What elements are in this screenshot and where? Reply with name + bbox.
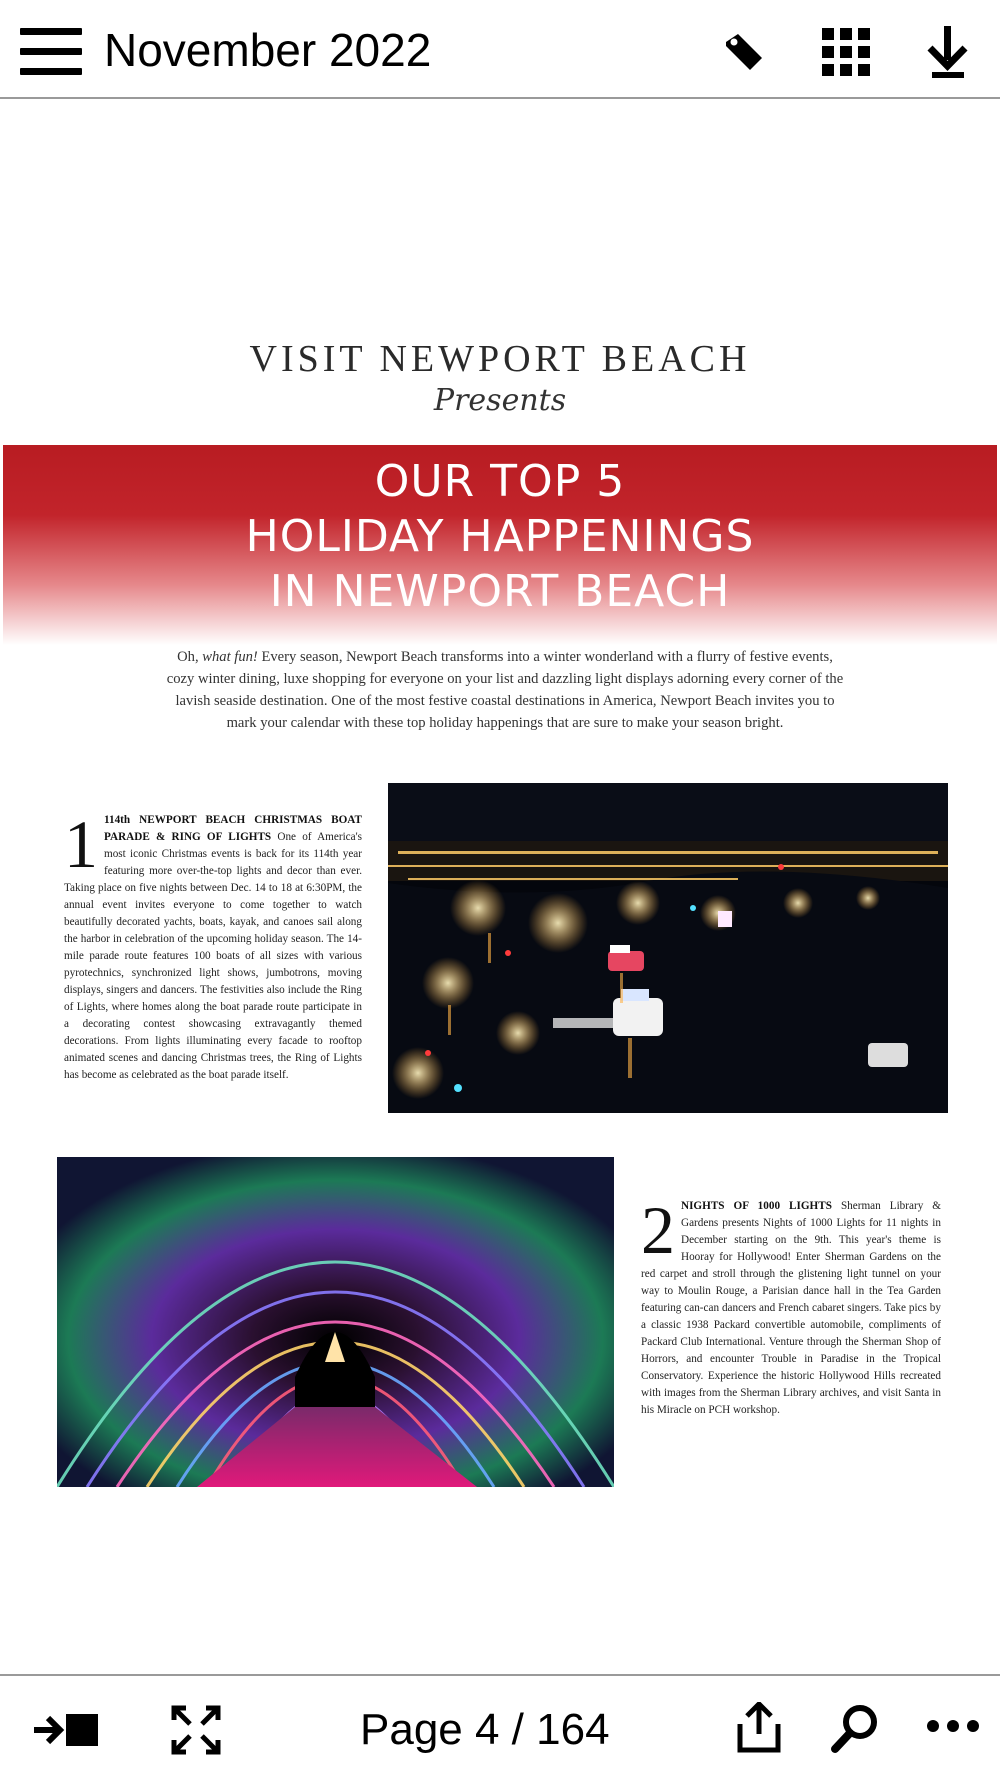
item-number: 1 <box>64 806 98 882</box>
search-icon[interactable] <box>830 1702 882 1759</box>
magazine-page <box>0 99 1000 1674</box>
go-to-page-icon[interactable] <box>32 1708 102 1757</box>
headline-line: HOLIDAY HAPPENINGS <box>245 511 755 562</box>
boat-parade-photo <box>388 783 948 1113</box>
item-title: 114th NEWPORT BEACH CHRISTMAS BOAT PARADE & RING OF LIGHTS <box>104 814 362 843</box>
headline <box>0 454 1000 619</box>
item-title: NIGHTS OF 1000 LIGHTS <box>681 1200 832 1212</box>
issue-title: November 2022 <box>104 24 432 76</box>
download-icon[interactable] <box>920 24 976 80</box>
intro-text: Every season, Newport Beach transforms into a winter wonderland with a flurry of festive events, cozy winter dining, luxe shopping for everyone on your list and dazzling light displays adorning every corner of the lavish seaside destination. One of the most festive coastal destinations in America, Newport Beach invites you to mark your calendar with these top holiday happenings that are sure to make your season bright. <box>166 649 844 731</box>
headline-line: IN NEWPORT BEACH <box>269 566 731 617</box>
tag-icon[interactable] <box>716 24 772 80</box>
item-number: 2 <box>641 1192 675 1268</box>
grid-icon[interactable] <box>818 24 874 80</box>
share-icon[interactable] <box>734 1702 784 1759</box>
item-body: One of America's most iconic Christmas events is back for its 114th year featuring more over-the-top lights and decor than ever. Taking place on five nights between Dec. 14 to 18 at 6:30PM, the annual event invites everyone to come together to watch beautifully decorated yachts, boats, kayak, and canoes sail along the harbor in celebration of the upcoming holiday season. The 14-mile parade route features 100 boats of all sizes with various pyrotechnics, synchronized light shows, jumbotrons, moving displays, singers and dancers. The festivities also include the Ring of Lights, where homes along the boat parade route participate in a decorating contest showcasing extravagantly themed decorations. From lights illuminating every facade to rooftop animated scenes and dancing Christmas trees, the Ring of Lights has become as celebrated as the boat parade itself. <box>64 831 362 1081</box>
item-1-text <box>64 806 362 1084</box>
menu-icon[interactable] <box>20 28 82 76</box>
light-tunnel-photo <box>57 1157 614 1487</box>
fullscreen-icon[interactable] <box>170 1704 222 1761</box>
page-indicator[interactable]: Page 4 / 164 <box>360 1705 610 1754</box>
item-body: Sherman Library & Gardens presents Nights of 1000 Lights for 11 nights in December starting on the 9th. This year's theme is Hooray for Hollywood! Enter Sherman Gardens on the red carpet and stroll through the glistening light tunnel on your way to Moulin Rouge, a Parisian dance hall in the Tea Garden featuring can-can dancers and French cabaret singers. Take pics by a classic 1938 Packard convertible automobile, compliments of Packard Club International. Venture through the Sherman Shop of Horrors, and encounter Trouble in Paradise in the Tropical Conservatory. Experience the historic Hollywood Hills recreated with images from the Sherman Library archives, and visit Santa in his Miracle on PCH workshop. <box>641 1200 941 1416</box>
intro-prefix: Oh, <box>177 649 203 665</box>
presents-subheading: Presents <box>433 383 567 418</box>
top-toolbar <box>0 0 1000 99</box>
intro-paragraph <box>165 646 845 734</box>
bottom-toolbar <box>0 1674 1000 1778</box>
intro-emphasis: what fun! <box>202 649 258 665</box>
item-2-text <box>641 1192 941 1419</box>
headline-line: OUR TOP 5 <box>374 456 626 507</box>
brand-heading: VISIT NEWPORT BEACH <box>249 338 751 380</box>
more-icon[interactable] <box>925 1718 981 1739</box>
